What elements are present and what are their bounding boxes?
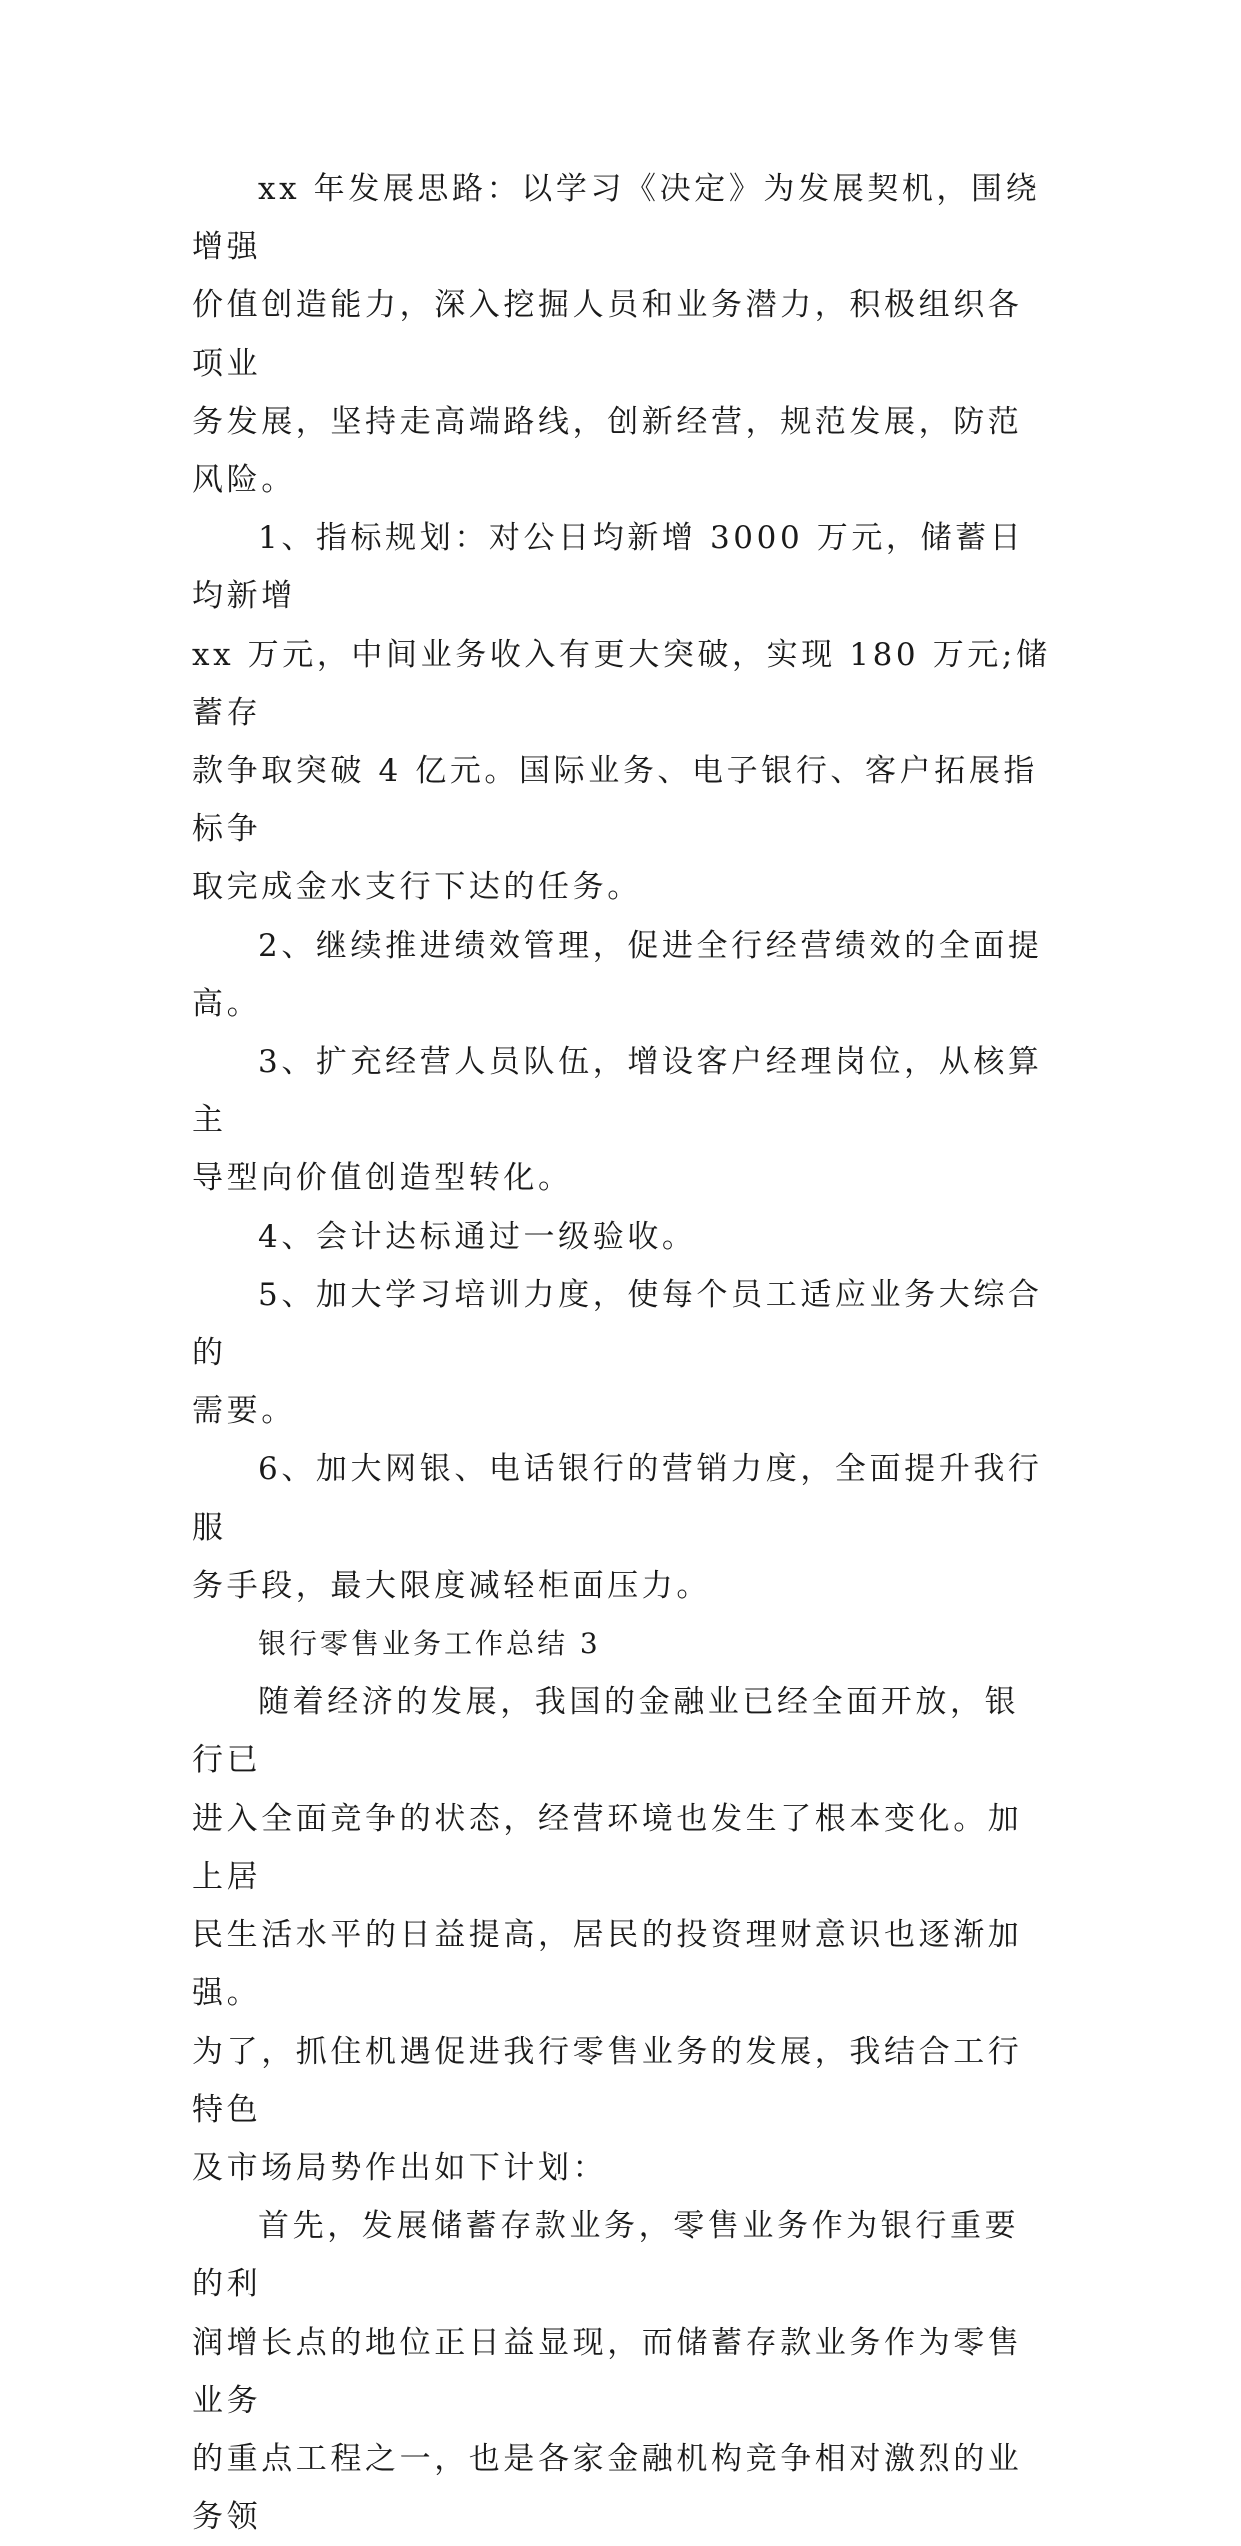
- paragraph-item-5: 5、加大学习培训力度，使每个员工适应业务大综合的 需要。: [192, 1276, 1043, 1430]
- document-body: [192, 160, 1052, 2546]
- paragraph-section-first: 首先，发展储蓄存款业务，零售业务作为银行重要的利 润增长点的地位正日益显现，而储蓄存款业务作为零售业务 的重点工程之一，也是各家金融机构竞争相对激烈的业务领: [192, 2208, 1023, 2536]
- paragraph-item-4: 4、会计达标通过一级验收。: [258, 1218, 697, 1255]
- paragraph-item-2: 2、继续推进绩效管理，促进全行经营绩效的全面提高。: [192, 927, 1043, 1022]
- paragraph-item-3: 3、扩充经营人员队伍，增设客户经理岗位，从核算主 导型向价值创造型转化。: [192, 1044, 1043, 1197]
- paragraph-development-plan: xx 年发展思路：以学习《决定》为发展契机，围绕增强 价值创造能力，深入挖掘人员和业务潜力，积极组织各项业 务发展，坚持走高端路线，创新经营，规范发展，防范风险。: [192, 171, 1041, 499]
- paragraph-item-1: 1、指标规划：对公日均新增 3000 万元，储蓄日均新增 xx 万元，中间业务收入有更大突破，实现 180 万元;储蓄存 款争取突破 4 亿元。国际业务、电子银行、客户拓展指标争 取完成金水支行下达的任务。: [192, 520, 1051, 906]
- paragraph-item-6: 6、加大网银、电话银行的营销力度，全面提升我行服 务手段，最大限度减轻柜面压力。: [192, 1451, 1043, 1604]
- section-heading: 银行零售业务工作总结 3: [258, 1627, 601, 1661]
- paragraph-section-intro: 随着经济的发展，我国的金融业已经全面开放，银行已 进入全面竞争的状态，经营环境也发生了根本变化。加上居 民生活水平的日益提高，居民的投资理财意识也逐渐加强。 为了，抓住机遇促进我行零售业务的发展，我结合工行特色 及市场局势作出如下计划：: [192, 1684, 1023, 2186]
